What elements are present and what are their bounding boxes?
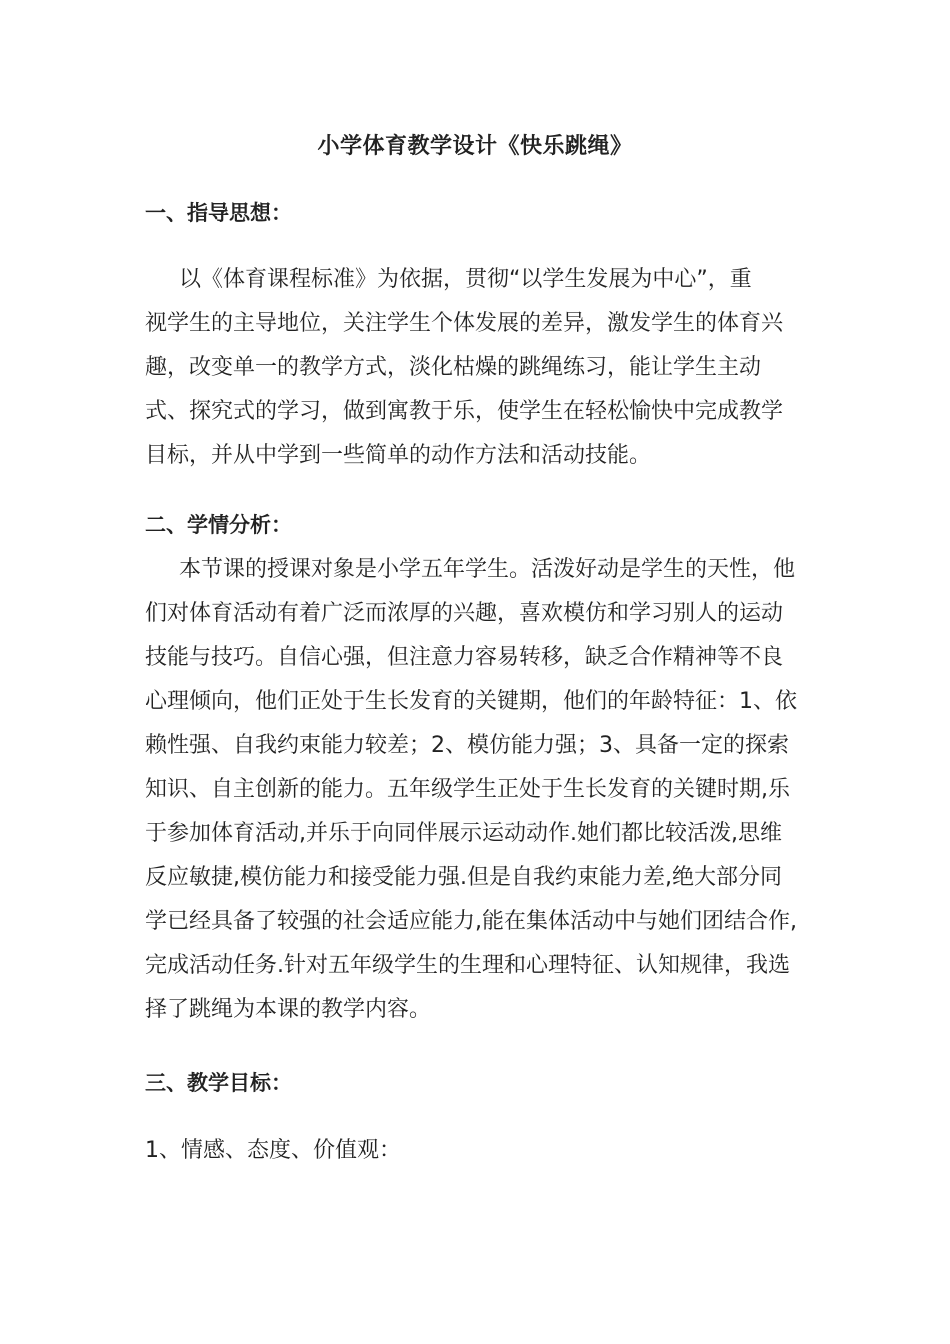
objective-item: 1、情感、态度、价值观： <box>145 1138 401 1163</box>
paragraph-line: 学已经具备了较强的社会适应能力,能在集体活动中与她们团结合作, <box>145 909 797 934</box>
section-heading-guiding-ideology: 一、指导思想： <box>145 201 292 225</box>
paragraph-guiding-ideology <box>145 258 810 478</box>
section-heading-learner-analysis: 二、学情分析： <box>145 513 292 537</box>
paragraph-line: 技能与技巧。自信心强，但注意力容易转移，缺乏合作精神等不良 <box>145 645 784 670</box>
paragraph-line: 择了跳绳为本课的教学内容。 <box>145 997 432 1022</box>
paragraph-line: 心理倾向，他们正处于生长发育的关键期，他们的年龄特征：1、依 <box>145 689 797 714</box>
paragraph-line: 完成活动任务.针对五年级学生的生理和心理特征、认知规律，我选 <box>145 953 790 978</box>
paragraph-learner-analysis <box>145 548 810 1032</box>
paragraph-line: 于参加体育活动,并乐于向同伴展示运动动作.她们都比较活泼,思维 <box>145 821 782 846</box>
paragraph-line: 以《体育课程标准》为依据，贯彻“以学生发展为中心”，重 <box>179 267 752 292</box>
paragraph-line: 视学生的主导地位，关注学生个体发展的差异，激发学生的体育兴 <box>145 311 784 336</box>
section-heading-teaching-objectives: 三、教学目标： <box>145 1071 292 1095</box>
document-title: 小学体育教学设计《快乐跳绳》 <box>317 134 633 159</box>
paragraph-line: 赖性强、自我约束能力较差；2、模仿能力强；3、具备一定的探索 <box>145 733 789 758</box>
paragraph-line: 们对体育活动有着广泛而浓厚的兴趣，喜欢模仿和学习别人的运动 <box>145 601 784 626</box>
paragraph-line: 趣，改变单一的教学方式，淡化枯燥的跳绳练习，能让学生主动 <box>145 355 762 380</box>
paragraph-line: 本节课的授课对象是小学五年学生。活泼好动是学生的天性，他 <box>179 557 796 582</box>
paragraph-line: 知识、自主创新的能力。五年级学生正处于生长发育的关键时期,乐 <box>145 777 790 802</box>
paragraph-line: 式、探究式的学习，做到寓教于乐，使学生在轻松愉快中完成教学 <box>145 399 784 424</box>
paragraph-line: 目标，并从中学到一些简单的动作方法和活动技能。 <box>145 443 652 468</box>
paragraph-line: 反应敏捷,模仿能力和接受能力强.但是自我约束能力差,绝大部分同 <box>145 865 782 890</box>
